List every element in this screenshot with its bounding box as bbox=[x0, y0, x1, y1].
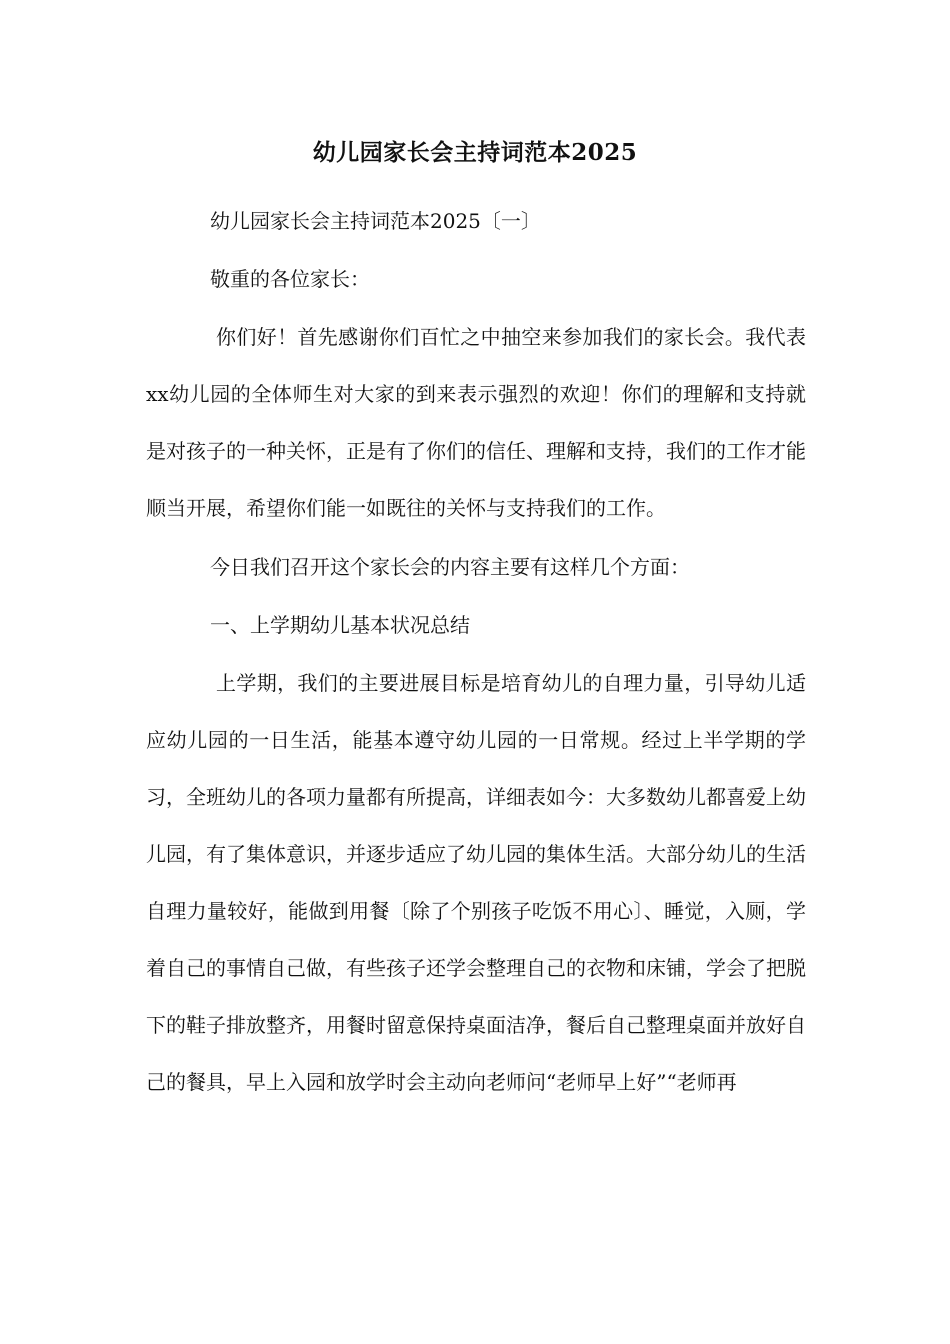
welcome-paragraph: 你们好！首先感谢你们百忙之中抽空来参加我们的家长会。我代表xx幼儿园的全体师生对大家的到来表示强烈的欢迎！你们的理解和支持就是对孩子的一种关怀，正是有了你们的信任、理解和支持，我们的工作才能顺当开展，希望你们能一如既往的关怀与支持我们的工作。 bbox=[146, 325, 806, 520]
summary-paragraph: 上学期，我们的主要进展目标是培育幼儿的自理力量，引导幼儿适应幼儿园的一日生活，能基本遵守幼儿园的一日常规。经过上半学期的学习，全班幼儿的各项力量都有所提高，详细表如今：大多数幼儿都喜爱上幼儿园，有了集体意识，并逐步适应了幼儿园的集体生活。大部分幼儿的生活自理力量较好，能做到用餐〔除了个别孩子吃饭不用心〕、睡觉，入厕，学着自己的事情自己做，有些孩子还学会整理自己的衣物和床铺，学会了把脱下的鞋子排放整齐，用餐时留意保持桌面洁净，餐后自己整理桌面并放好自己的餐具，早上入园和放学时会主动向老师问“老师早上好”“老师再 bbox=[146, 671, 806, 1094]
agenda-intro-paragraph: 今日我们召开这个家长会的内容主要有这样几个方面： bbox=[210, 555, 690, 579]
subtitle-paragraph: 幼儿园家长会主持词范本2025〔一〕 bbox=[210, 209, 541, 233]
document-title: 幼儿园家长会主持词范本2025 bbox=[312, 139, 638, 166]
section-heading-1: 一、上学期幼儿基本状况总结 bbox=[210, 613, 470, 637]
document-body bbox=[146, 202, 806, 1122]
salutation-paragraph: 敬重的各位家长： bbox=[210, 267, 370, 291]
